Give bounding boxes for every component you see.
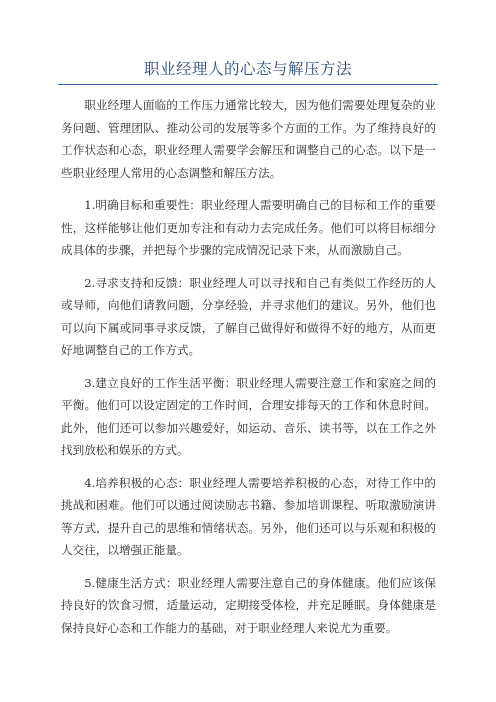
intro-paragraph: 职业经理人面临的工作压力通常比较大，因为他们需要处理复杂的业务问题、管理团队、推动公司的发展等多个方面的工作。为了维持良好的工作状态和心态，职业经理人需要学会解压和调整自己的心态。以下是一些职业经理人常用的心态调整和解压方法。 xyxy=(61,98,436,180)
paragraph-1: 1.明确目标和重要性：职业经理人需要明确自己的目标和工作的重要性，这样能够让他们更加专注和有动力去完成任务。他们可以将目标细分成具体的步骤，并把每个步骤的完成情况记录下来，从而激励自己。 xyxy=(61,198,436,257)
paragraph-2: 2.寻求支持和反馈：职业经理人可以寻找和自己有类似工作经历的人或导师，向他们请教问题，分享经验，并寻求他们的建议。另外，他们也可以向下属或同事寻求反馈，了解自己做得好和做得不好的地方，从而更好地调整自己的工作方式。 xyxy=(61,275,436,357)
paragraph-3: 3.建立良好的工作生活平衡：职业经理人需要注意工作和家庭之间的平衡。他们可以设定固定的工作时间，合理安排每天的工作和休息时间。此外，他们还可以参加兴趣爱好，如运动、音乐、读书等，以在工作之外找到放松和娱乐的方式。 xyxy=(61,375,436,457)
document-title: 职业经理人的心态与解压方法 xyxy=(143,60,352,78)
paragraph-4: 4.培养积极的心态：职业经理人需要培养积极的心态，对待工作中的挑战和困难。他们可以通过阅读励志书籍、参加培训课程、听取激励演讲等方式，提升自己的思维和情绪状态。另外，他们还可以与乐观和积极的人交往，以增强正能量。 xyxy=(61,475,436,557)
title-divider xyxy=(58,84,438,85)
paragraph-5: 5.健康生活方式：职业经理人需要注意自己的身体健康。他们应该保持良好的饮食习惯，适量运动，定期接受体检，并充足睡眠。身体健康是保持良好心态和工作能力的基础，对于职业经理人来说尤为重要。 xyxy=(61,575,436,635)
document-body xyxy=(61,94,436,649)
